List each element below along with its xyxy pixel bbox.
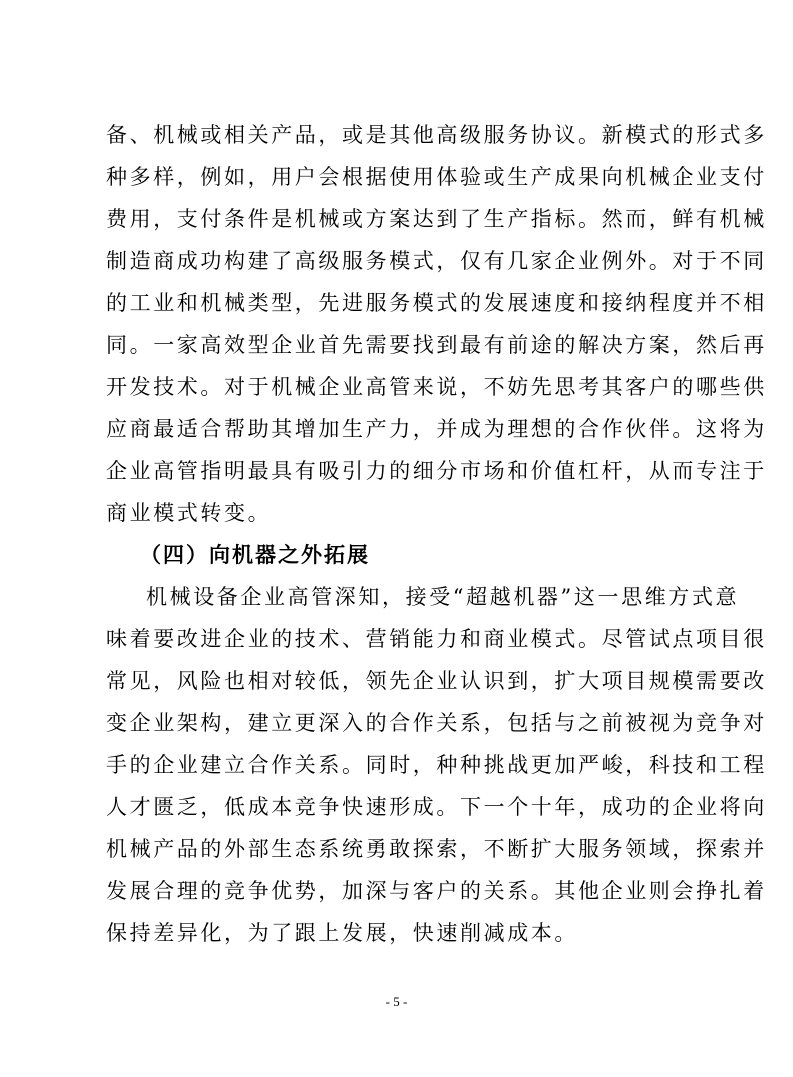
paragraph1-line: 企业高管指明最具有吸引力的细分市场和价值杠杆，从而专注于: [106, 459, 767, 483]
paragraph1-line: 开发技术。对于机械企业高管来说，不妨先思考其客户的哪些供: [106, 375, 767, 399]
paragraph1-line: 备、机械或相关产品，或是其他高级服务协议。新模式的形式多: [106, 123, 767, 147]
paragraph2-line: 变企业架构，建立更深入的合作关系，包括与之前被视为竞争对: [106, 711, 767, 735]
page-number: - 5 -: [385, 994, 408, 1009]
paragraph2-line: 机械产品的外部生态系统勇敢探索，不断扩大服务领域，探索并: [106, 837, 767, 861]
paragraph2-line: 保持差异化，为了跟上发展，快速削减成本。: [106, 921, 578, 945]
paragraph1-line: 种多样，例如，用户会根据使用体验或生产成果向机械企业支付: [106, 165, 767, 189]
paragraph1-line: 制造商成功构建了高级服务模式，仅有几家企业例外。对于不同: [106, 249, 767, 273]
paragraph1-line: 的工业和机械类型，先进服务模式的发展速度和接纳程度并不相: [106, 291, 767, 315]
paragraph2-line: 手的企业建立合作关系。同时，种种挑战更加严峻，科技和工程: [106, 753, 767, 777]
paragraph2-line: 人才匮乏，低成本竞争快速形成。下一个十年，成功的企业将向: [106, 795, 767, 819]
paragraph1-line: 应商最适合帮助其增加生产力，并成为理想的合作伙伴。这将为: [106, 417, 767, 441]
paragraph2-line: 发展合理的竞争优势，加深与客户的关系。其他企业则会挣扎着: [106, 879, 767, 903]
paragraph1-line: 同。一家高效型企业首先需要找到最有前途的解决方案，然后再: [106, 333, 767, 357]
paragraph2-line: 机械设备企业高管深知，接受“超越机器”这一思维方式意: [146, 585, 740, 609]
paragraph1-line: 费用，支付条件是机械或方案达到了生产指标。然而，鲜有机械: [106, 207, 767, 231]
paragraph1-line: 商业模式转变。: [106, 501, 272, 525]
section-heading: （四）向机器之外拓展: [140, 543, 370, 567]
paragraph2-line: 常见，风险也相对较低，领先企业认识到，扩大项目规模需要改: [106, 669, 767, 693]
paragraph2-line: 味着要改进企业的技术、营销能力和商业模式。尽管试点项目很: [106, 627, 767, 651]
